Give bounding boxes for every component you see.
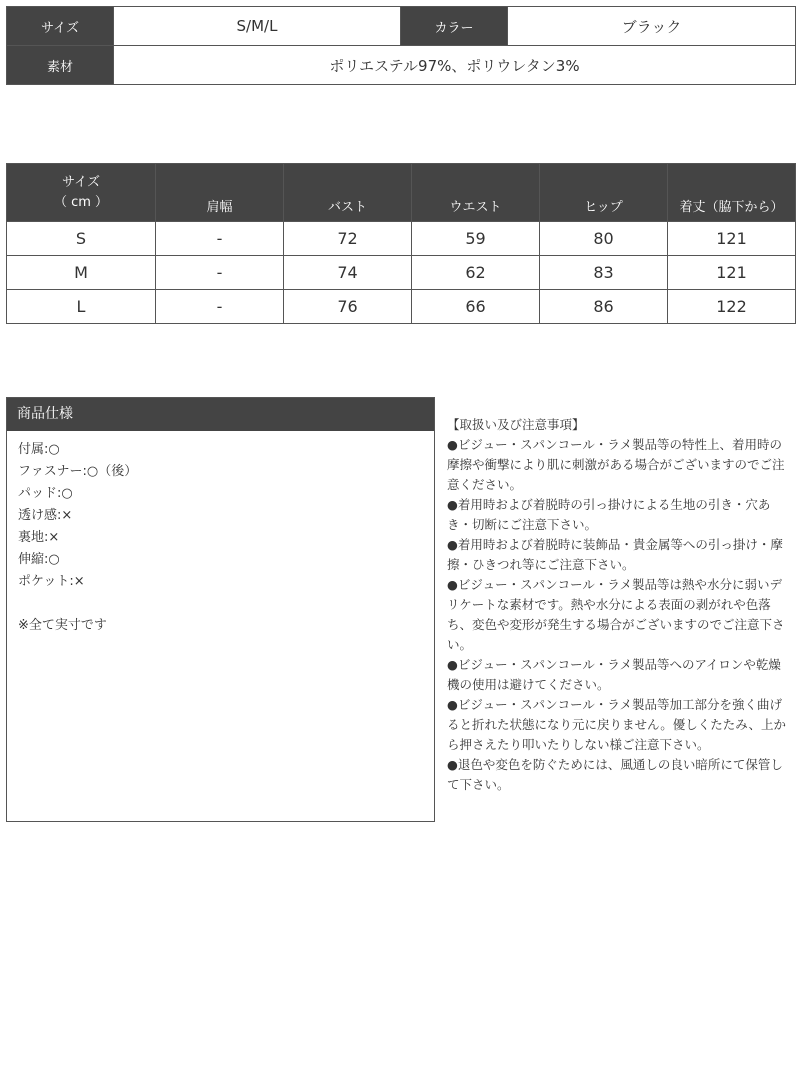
size-label: サイズ bbox=[7, 7, 114, 46]
spec-item: 付属:○ bbox=[18, 442, 60, 457]
spec-item: ファスナー:○（後） bbox=[18, 464, 138, 479]
size-table bbox=[6, 163, 796, 324]
header-shoulder: 肩幅 bbox=[156, 164, 284, 222]
care-item: ●ビジュー・スパンコール・ラメ製品等は熱や水分に弱いデリケートな素材です。熱や水分による表面の剥がれや色落ち、変色や変形が発生する場合がございますのでご注意下さい。 bbox=[447, 577, 785, 652]
table-cell: 121 bbox=[668, 256, 796, 290]
care-item: ●ビジュー・スパンコール・ラメ製品等加工部分を強く曲げると折れた状態になり元に戻りません。優しくたたみ、上から押さえたり叩いたりしない様ご注意下さい。 bbox=[447, 697, 787, 752]
table-row bbox=[7, 256, 796, 290]
info-row-size-color bbox=[7, 7, 796, 46]
care-item: ●着用時および着脱時に装飾品・貴金属等への引っ掛け・摩擦・ひきつれ等にご注意下さい。 bbox=[447, 537, 783, 572]
table-cell: L bbox=[7, 290, 156, 324]
care-list bbox=[447, 435, 793, 795]
spec-title: 商品仕様 bbox=[7, 398, 434, 431]
table-cell: 121 bbox=[668, 222, 796, 256]
size-value: S/M/L bbox=[114, 7, 401, 46]
table-cell: 66 bbox=[412, 290, 540, 324]
spec-item: ポケット:× bbox=[18, 574, 85, 589]
size-table-header bbox=[7, 164, 796, 222]
header-length: 着丈（脇下から） bbox=[668, 164, 796, 222]
header-hip: ヒップ bbox=[540, 164, 668, 222]
spec-item: 裏地:× bbox=[18, 530, 60, 545]
color-value: ブラック bbox=[508, 7, 796, 46]
header-size-cm: サイズ （ cm ） bbox=[7, 164, 156, 222]
table-cell: - bbox=[156, 222, 284, 256]
table-cell: 62 bbox=[412, 256, 540, 290]
spec-list bbox=[7, 431, 434, 593]
table-cell: S bbox=[7, 222, 156, 256]
table-cell: 86 bbox=[540, 290, 668, 324]
table-cell: 80 bbox=[540, 222, 668, 256]
table-cell: 59 bbox=[412, 222, 540, 256]
header-bust: バスト bbox=[284, 164, 412, 222]
care-item: ●ビジュー・スパンコール・ラメ製品等の特性上、着用時の摩擦や衝撃により肌に刺激がある場合がございますのでご注意ください。 bbox=[447, 437, 785, 492]
product-spec-box bbox=[6, 397, 435, 822]
care-item: ●退色や変色を防ぐためには、風通しの良い暗所にて保管して下さい。 bbox=[447, 757, 783, 792]
color-label: カラー bbox=[401, 7, 508, 46]
care-item: ●着用時および着脱時の引っ掛けによる生地の引き・穴あき・切断にご注意下さい。 bbox=[447, 497, 771, 532]
table-cell: 72 bbox=[284, 222, 412, 256]
care-notes bbox=[447, 415, 793, 795]
table-cell: 122 bbox=[668, 290, 796, 324]
table-cell: - bbox=[156, 256, 284, 290]
product-info-table bbox=[6, 6, 796, 85]
care-title: 【取扱い及び注意事項】 bbox=[447, 417, 585, 432]
table-cell: 74 bbox=[284, 256, 412, 290]
spec-item: 透け感:× bbox=[18, 508, 73, 523]
table-row bbox=[7, 222, 796, 256]
table-cell: - bbox=[156, 290, 284, 324]
material-label: 素材 bbox=[7, 46, 114, 85]
table-cell: 76 bbox=[284, 290, 412, 324]
info-row-material bbox=[7, 46, 796, 85]
spec-note: ※全て実寸です bbox=[18, 618, 107, 633]
spec-item: 伸縮:○ bbox=[18, 552, 60, 567]
header-waist: ウエスト bbox=[412, 164, 540, 222]
spec-item: パッド:○ bbox=[18, 486, 73, 501]
table-cell: 83 bbox=[540, 256, 668, 290]
table-cell: M bbox=[7, 256, 156, 290]
care-item: ●ビジュー・スパンコール・ラメ製品等へのアイロンや乾燥機の使用は避けてください。 bbox=[447, 657, 781, 692]
table-row bbox=[7, 290, 796, 324]
material-value: ポリエステル97%、ポリウレタン3% bbox=[114, 46, 796, 85]
